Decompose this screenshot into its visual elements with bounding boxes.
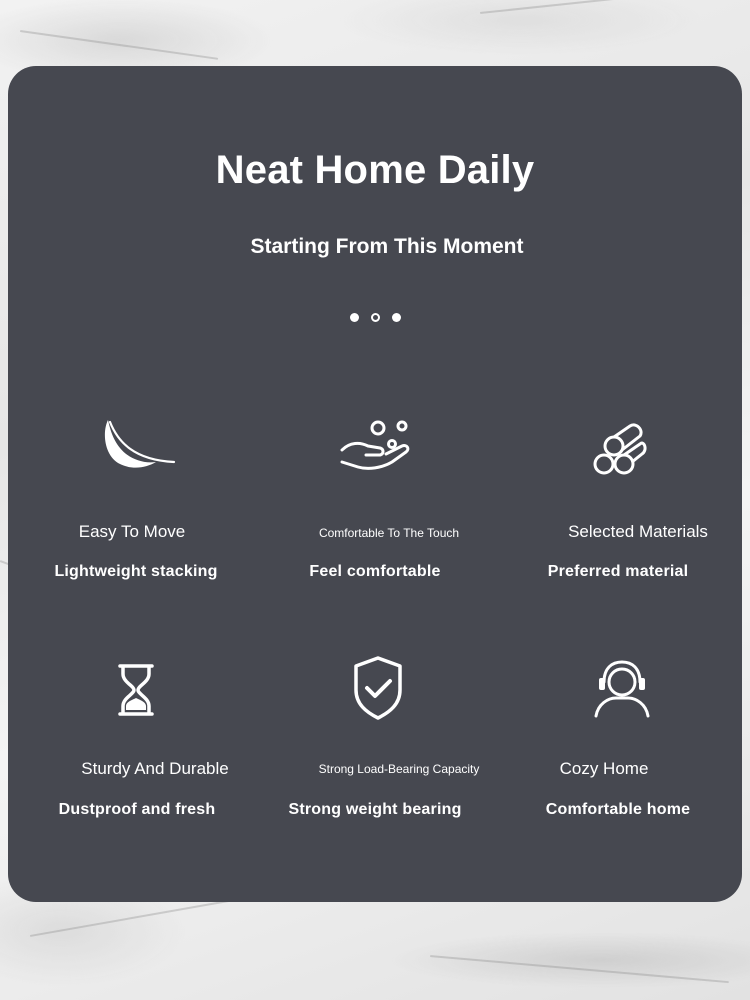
feature-label: Comfortable To The Touch [318,526,460,540]
shield-check-icon [338,654,418,724]
marble-vein [430,955,729,983]
feature-description: Preferred material [547,563,689,580]
headset-person-icon [582,654,662,724]
feature-description: Comfortable home [545,801,691,818]
feature-description: Dustproof and fresh [58,801,216,818]
feature-label: Strong Load-Bearing Capacity [318,762,480,776]
page-subtitle: Starting From This Moment [250,235,524,258]
feature-label: Sturdy And Durable [81,759,229,778]
feature-description: Strong weight bearing [288,801,462,818]
hourglass-icon [96,654,176,724]
logs-icon [580,412,660,482]
feature-label: Easy To Move [78,522,186,541]
feather-icon [98,412,178,482]
feature-description: Feel comfortable [309,563,441,580]
feature-description: Lightweight stacking [54,563,218,580]
carousel-dots [0,313,750,322]
marble-vein [480,0,699,14]
marble-vein [20,30,218,60]
page-title: Neat Home Daily [215,148,535,192]
carousel-dot[interactable] [392,313,401,322]
feature-label: Selected Materials [568,522,708,541]
feature-label: Cozy Home [559,759,649,778]
hand-bubbles-icon [336,412,416,482]
carousel-dot[interactable] [350,313,359,322]
carousel-dot-active[interactable] [371,313,380,322]
